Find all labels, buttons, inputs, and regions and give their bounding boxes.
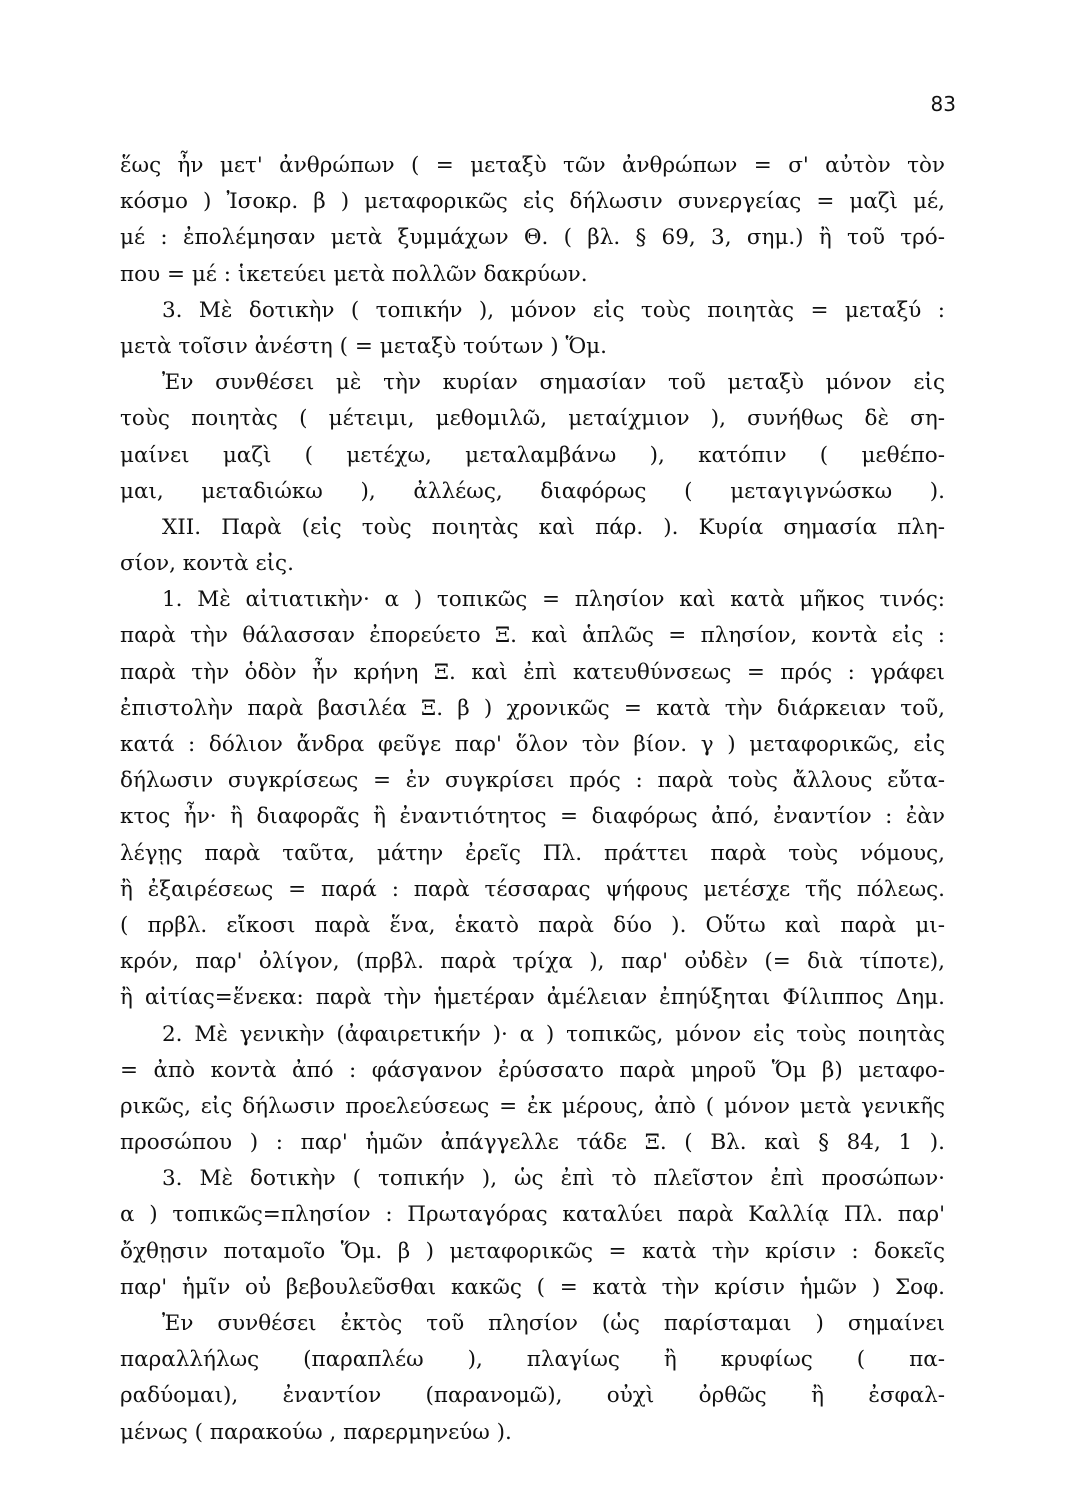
text-line: 1. Μὲ αἰτιατικὴν· α ) τοπικῶς = πλησίον καὶ κατὰ μῆκος τινός:: [162, 587, 945, 613]
text-line: δήλωσιν συγκρίσεως = ἐν συγκρίσει πρός : παρὰ τοὺς ἄλλους εὔτα-: [120, 768, 945, 794]
body-text: [120, 148, 945, 1451]
text-line: παρὰ τὴν ὁδὸν ἦν κρήνη Ξ. καὶ ἐπὶ κατευθύνσεως = πρός : γράφει: [120, 659, 945, 685]
text-line: = ἀπὸ κοντὰ ἀπό : φάσγανον ἐρύσσατο παρὰ μηροῦ Ὅμ β) μεταφο-: [120, 1057, 945, 1083]
page-number: 83: [930, 92, 956, 116]
text-line: 2. Μὲ γενικὴν (ἀφαιρετικήν )· α ) τοπικῶς, μόνον εἰς τοὺς ποιητὰς: [162, 1021, 945, 1047]
text-line: XII. Παρὰ (εἰς τοὺς ποιητὰς καὶ πάρ. ). Κυρία σημασία πλη-: [162, 514, 945, 540]
text-line: Ἐν συνθέσει μὲ τὴν κυρίαν σημασίαν τοῦ μεταξὺ μόνον εἰς: [162, 370, 945, 396]
text-line: παρὰ τὴν θάλασσαν ἐπορεύετο Ξ. καὶ ἁπλῶς = πλησίον, κοντὰ εἰς :: [120, 623, 945, 649]
text-line: 3. Μὲ δοτικὴν ( τοπικήν ), ὡς ἐπὶ τὸ πλεῖστον ἐπὶ προσώπων·: [162, 1166, 945, 1192]
text-line: μαίνει μαζὶ ( μετέχω, μεταλαμβάνω ), κατόπιν ( μεθέπο-: [120, 442, 945, 468]
text-line: ἕως ἦν μετ' ἀνθρώπων ( = μεταξὺ τῶν ἀνθρώπων = σ' αὐτὸν τὸν: [120, 153, 945, 178]
text-line: κόσμο ) Ἰσοκρ. β ) μεταφορικῶς εἰς δήλωσιν συνεργείας = μαζὶ μέ,: [120, 189, 945, 215]
text-line: ἢ ἐξαιρέσεως = παρά : παρὰ τέσσαρας ψήφους μετέσχε τῆς πόλεως.: [120, 876, 945, 902]
text-line: κτος ἦν· ἢ διαφορᾶς ἢ ἐναντιότητος = διαφόρως ἀπό, ἐναντίον : ἐὰν: [120, 804, 945, 830]
text-line: ἢ αἰτίας=ἕνεκα: παρὰ τὴν ἡμετέραν ἀμέλειαν ἐπηύξηται Φίλιππος Δημ.: [120, 985, 945, 1011]
text-line: α ) τοπικῶς=πλησίον : Πρωταγόρας καταλύει παρὰ Καλλίᾳ Πλ. παρ': [120, 1202, 945, 1228]
text-line: ἐπιστολὴν παρὰ βασιλέα Ξ. β ) χρονικῶς = κατὰ τὴν διάρκειαν τοῦ,: [120, 695, 945, 721]
text-line: παρ' ἡμῖν οὐ βεβουλεῦσθαι κακῶς ( = κατὰ τὴν κρίσιν ἡμῶν ) Σοφ.: [120, 1274, 945, 1300]
text-line: 3. Μὲ δοτικὴν ( τοπικήν ), μόνον εἰς τοὺς ποιητὰς = μεταξύ :: [162, 297, 945, 323]
text-line: Ἐν συνθέσει ἐκτὸς τοῦ πλησίον (ὡς παρίσταμαι ) σημαίνει: [162, 1311, 945, 1336]
text-line: παραλλήλως (παραπλέω ), πλαγίως ἢ κρυφίως ( πα-: [120, 1347, 945, 1373]
text-line: που = μέ : ἱκετεύει μετὰ πολλῶν δακρύων.: [120, 261, 588, 287]
text-line: μέ : ἐπολέμησαν μετὰ ξυμμάχων Θ. ( βλ. § 69, 3, σημ.) ἢ τοῦ τρό-: [120, 225, 945, 251]
text-line: ραδύομαι), ἐναντίον (παρανομῶ), οὐχὶ ὀρθῶς ἢ ἐσφαλ-: [120, 1383, 945, 1409]
text-line: μένως ( παρακούω , παρερμηνεύω ).: [120, 1419, 512, 1445]
text-line: κρόν, παρ' ὀλίγον, (πρβλ. παρὰ τρίχα ), παρ' οὐδὲν (= διὰ τίποτε),: [120, 949, 945, 975]
text-line: μετὰ τοῖσιν ἀνέστη ( = μεταξὺ τούτων ) Ὅμ.: [120, 333, 607, 359]
text-line: προσώπου ) : παρ' ἡμῶν ἀπάγγελλε τάδε Ξ. ( Βλ. καὶ § 84, 1 ).: [120, 1130, 945, 1156]
text-line: ρικῶς, εἰς δήλωσιν προελεύσεως = ἐκ μέρους, ἀπὸ ( μόνον μετὰ γενικῆς: [120, 1093, 945, 1119]
text-line: τοὺς ποιητὰς ( μέτειμι, μεθομιλῶ, μεταίχμιον ), συνήθως δὲ ση-: [120, 406, 945, 432]
text-line: μαι, μεταδιώκω ), ἀλλέως, διαφόρως ( μεταγιγνώσκω ).: [120, 478, 945, 504]
text-line: κατά : δόλιον ἄνδρα φεῦγε παρ' ὅλον τὸν βίον. γ ) μεταφορικῶς, εἰς: [120, 732, 945, 757]
text-line: λέγῃς παρὰ ταῦτα, μάτην ἐρεῖς Πλ. πράττει παρὰ τοὺς νόμους,: [120, 840, 945, 866]
text-line: σίον, κοντὰ εἰς.: [120, 551, 294, 577]
text-line: ( πρβλ. εἴκοσι παρὰ ἕνα, ἑκατὸ παρὰ δύο ). Οὕτω καὶ παρὰ μι-: [120, 912, 945, 938]
text-line: ὄχθῃσιν ποταμοῖο Ὅμ. β ) μεταφορικῶς = κατὰ τὴν κρίσιν : δοκεῖς: [120, 1238, 945, 1264]
